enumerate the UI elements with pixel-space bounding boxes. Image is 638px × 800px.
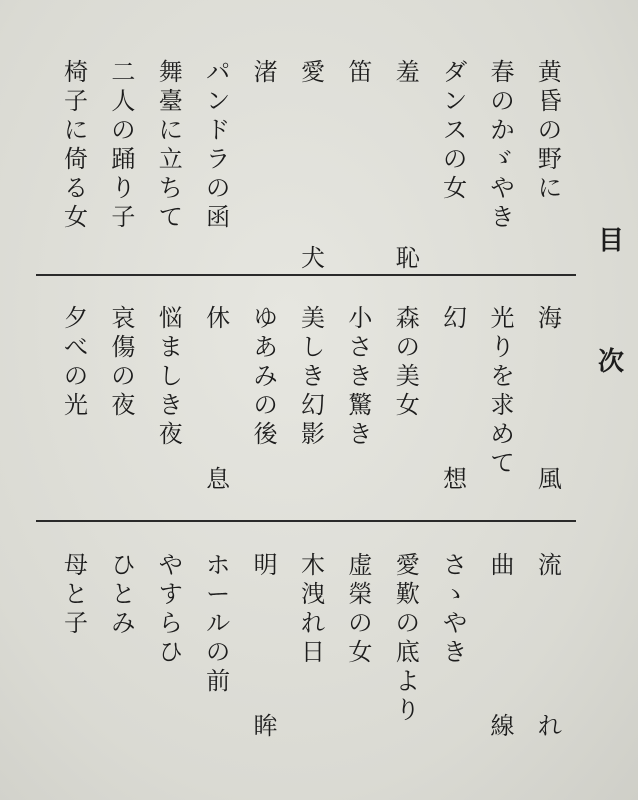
toc-entry: ダ ン ス の 女 bbox=[443, 58, 468, 202]
toc-entry: パ ン ド ラ の 函 bbox=[206, 58, 231, 231]
toc-section-2 bbox=[36, 306, 576, 496]
toc-entry: ゆ あ み の 後 bbox=[253, 304, 278, 448]
toc-entry: や す ら ひ bbox=[158, 551, 183, 666]
toc-entry: 美 し き 幻 影 bbox=[300, 304, 325, 448]
toc-entry: 虚 榮 の 女 bbox=[348, 551, 373, 666]
toc-entry: 小 さ き 驚 き bbox=[348, 304, 373, 448]
toc-entry: 舞 臺 に 立 ち て bbox=[158, 58, 183, 231]
toc-entry: 笛 bbox=[348, 58, 373, 86]
toc-entry: 幻 想 bbox=[443, 304, 468, 493]
section-divider bbox=[36, 520, 576, 522]
toc-entry: 黄 昏 の 野 に bbox=[537, 58, 562, 202]
toc-entry: さ ゝ や き bbox=[443, 551, 468, 666]
contents-title bbox=[593, 228, 629, 375]
toc-entry: 哀 傷 の 夜 bbox=[111, 304, 136, 419]
toc-entry: 光 り を 求 め て bbox=[490, 304, 515, 477]
toc-entry: ひ と み bbox=[111, 551, 136, 637]
toc-entry: 愛 犬 bbox=[300, 58, 325, 272]
toc-entry: 二 人 の 踊 り 子 bbox=[111, 58, 136, 231]
toc-entry: 明 眸 bbox=[253, 551, 278, 740]
toc-entry: 春 の か ゞ や き bbox=[490, 58, 515, 231]
toc-entry: 母 と 子 bbox=[64, 551, 88, 637]
title-char-2: 次 bbox=[597, 347, 624, 377]
toc-entry: 流 れ bbox=[537, 551, 562, 740]
toc-section-3 bbox=[36, 553, 576, 743]
toc-entry: 悩 ま し き 夜 bbox=[158, 304, 183, 448]
toc-entry: 森 の 美 女 bbox=[395, 304, 420, 419]
toc-entry: 休 息 bbox=[206, 304, 231, 493]
title-char-1: 目 bbox=[597, 226, 624, 256]
toc-section-1 bbox=[36, 60, 576, 275]
toc-entry: 曲 線 bbox=[490, 551, 515, 740]
toc-entry: ホ ー ル の 前 bbox=[206, 551, 231, 695]
toc-entry: 椅 子 に 倚 る 女 bbox=[64, 58, 88, 231]
toc-entry: 渚 bbox=[253, 58, 278, 86]
toc-entry: 夕 べ の 光 bbox=[64, 304, 88, 419]
toc-entry: 木 洩 れ 日 bbox=[300, 551, 325, 666]
toc-entry: 海 風 bbox=[537, 304, 562, 493]
toc-entry: 愛 歎 の 底 よ り bbox=[395, 551, 420, 724]
toc-entry: 羞 恥 bbox=[395, 58, 420, 272]
section-divider bbox=[36, 274, 576, 276]
